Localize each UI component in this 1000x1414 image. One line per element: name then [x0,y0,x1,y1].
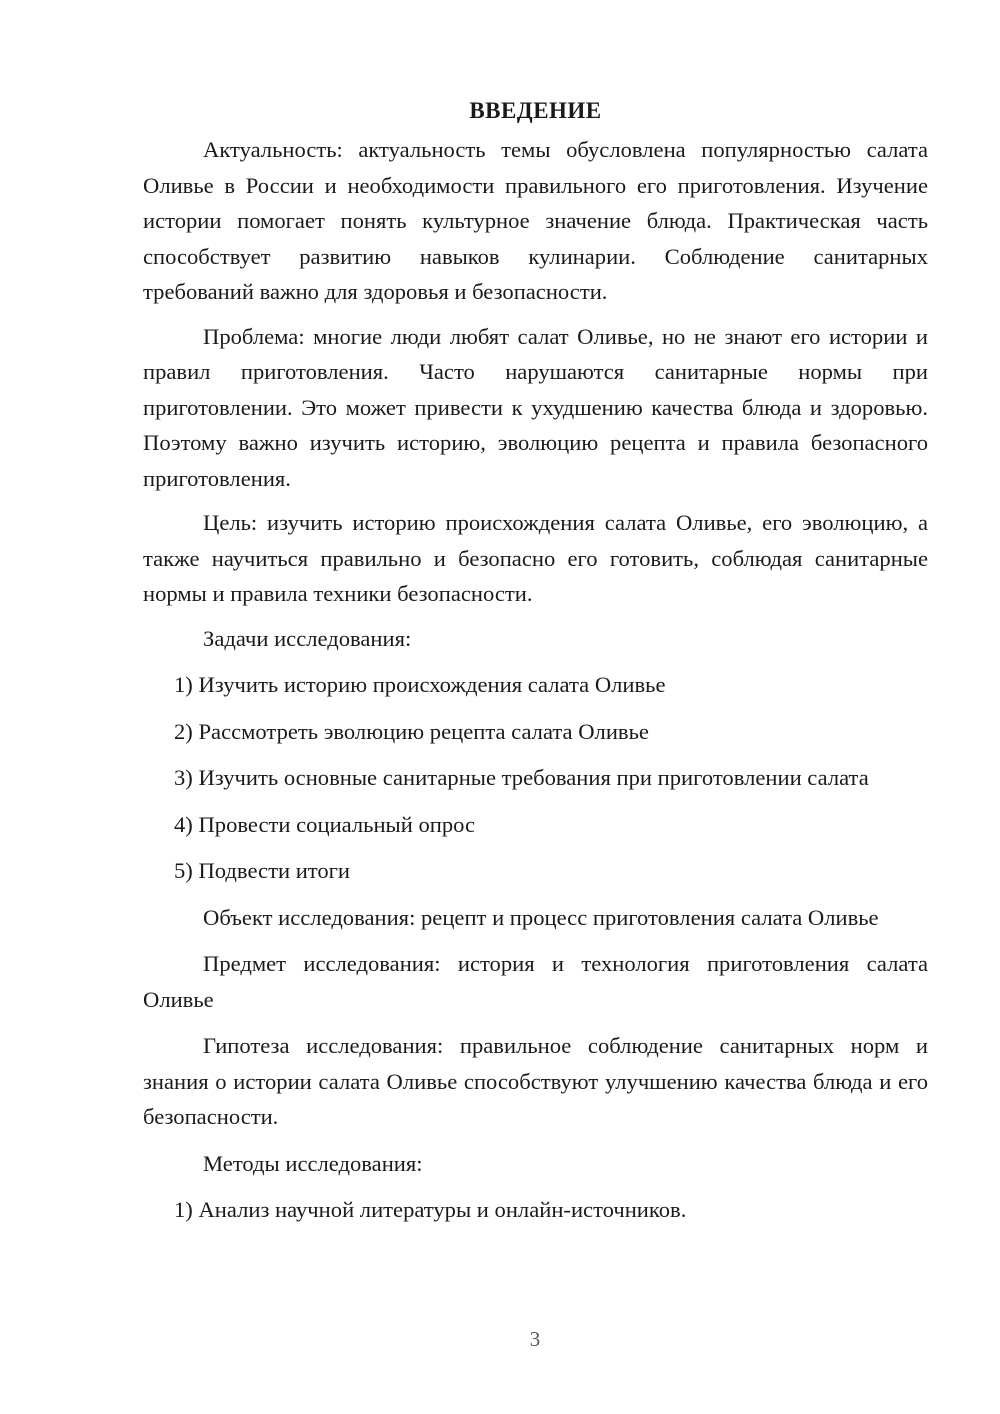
task-item-1: 1) Изучить историю происхождения салата Оливье [174,672,666,697]
methods-heading: Методы исследования: [203,1150,423,1176]
task-item-5: 5) Подвести итоги [174,858,351,883]
paragraph-problem: Проблема: многие люди любят салат Оливье, но не знают его истории и правил приготовления. Часто нарушаются санитарные нормы при приготовлении. Это может привести к ухудшению качества блюда и здоровью. Поэтому важно изучить историю, эволюцию рецепта и правила безопасного приготовления. [143,323,928,491]
paragraph-relevance: Актуальность: актуальность темы обусловлена популярностью салата Оливье в России и необходимости правильного его приготовления. Изучение истории помогает понять культурное значение блюда. Практическая часть способствует развитию навыков кулинарии. Соблюдение санитарных требований важно для здоровья и безопасности. [143,137,928,304]
document-body [143,96,928,1228]
paragraph-goal: Цель: изучить историю происхождения салата Оливье, его эволюцию, а также научиться правильно и безопасно его готовить, соблюдая санитарные нормы и правила техники безопасности. [143,510,928,606]
page-number: 3 [529,1327,541,1351]
task-item-2: 2) Рассмотреть эволюцию рецепта салата Оливье [174,718,649,744]
tasks-heading: Задачи исследования: [203,625,412,651]
method-item-1: 1) Анализ научной литературы и онлайн-источников. [174,1197,687,1222]
section-title: ВВЕДЕНИЕ [469,98,602,123]
paragraph-hypothesis: Гипотеза исследования: правильное соблюдение санитарных норм и знания о истории салата Оливье способствуют улучшению качества блюда и его безопасности. [143,1033,928,1129]
paragraph-subject: Предмет исследования: история и технология приготовления салата Оливье [143,951,928,1012]
task-item-3: 3) Изучить основные санитарные требования при приготовлении салата [174,765,869,790]
task-item-4: 4) Провести социальный опрос [174,811,476,837]
paragraph-object: Объект исследования: рецепт и процесс приготовления салата Оливье [203,904,879,930]
